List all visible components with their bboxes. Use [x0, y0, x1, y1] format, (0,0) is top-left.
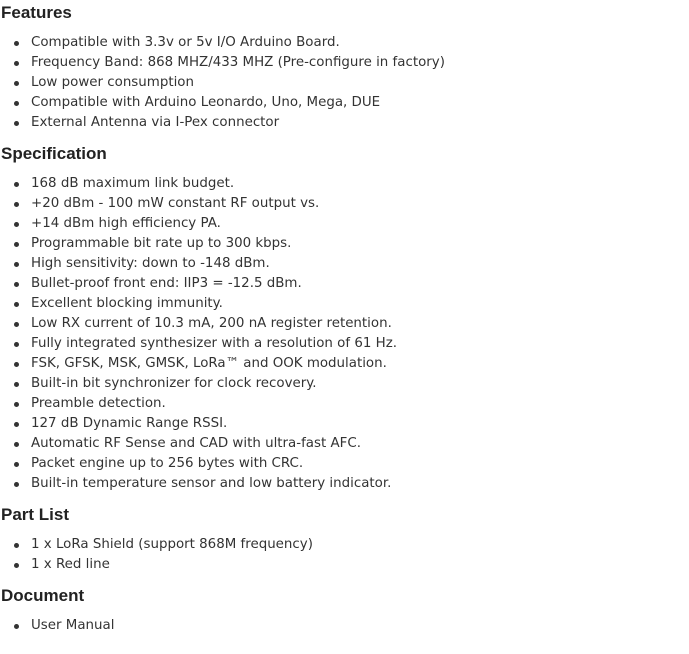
bullet-icon: [14, 182, 19, 187]
document-heading: Document: [1, 586, 85, 605]
list-item-text: External Antenna via I-Pex connector: [31, 115, 280, 130]
list-item: [14, 334, 397, 354]
list-item-text: Built-in bit synchronizer for clock recovery.: [31, 376, 317, 391]
list-item: [14, 474, 397, 494]
bullet-icon: [14, 101, 19, 106]
list-item-text: 1 x LoRa Shield (support 868M frequency): [31, 537, 313, 552]
bullet-icon: [14, 342, 19, 347]
list-item-text: Programmable bit rate up to 300 kbps.: [31, 236, 292, 251]
list-item-text: Compatible with Arduino Leonardo, Uno, Mega, DUE: [31, 95, 381, 110]
bullet-icon: [14, 543, 19, 548]
list-item-text: 168 dB maximum link budget.: [31, 176, 235, 191]
bullet-icon: [14, 262, 19, 267]
list-item-text: 1 x Red line: [31, 557, 110, 572]
bullet-icon: [14, 382, 19, 387]
bullet-icon: [14, 422, 19, 427]
list-item: [14, 73, 445, 93]
bullet-icon: [14, 222, 19, 227]
list-item: [14, 354, 397, 374]
list-item-text: Packet engine up to 256 bytes with CRC.: [31, 456, 304, 471]
bullet-icon: [14, 624, 19, 629]
bullet-icon: [14, 462, 19, 467]
bullet-icon: [14, 362, 19, 367]
user-manual-link[interactable]: User Manual: [31, 618, 115, 633]
list-item: [14, 454, 397, 474]
list-item: [14, 113, 445, 133]
specification-list: [14, 174, 397, 494]
list-item: [14, 214, 397, 234]
list-item-text: Fully integrated synthesizer with a resolution of 61 Hz.: [31, 336, 397, 351]
bullet-icon: [14, 563, 19, 568]
list-item-text: FSK, GFSK, MSK, GMSK, LoRa™ and OOK modulation.: [31, 356, 387, 371]
part-list: [14, 535, 313, 575]
list-item-text: Bullet-proof front end: IIP3 = -12.5 dBm.: [31, 276, 302, 291]
bullet-icon: [14, 302, 19, 307]
list-item: [14, 616, 114, 636]
list-item: [14, 374, 397, 394]
list-item: [14, 394, 397, 414]
bullet-icon: [14, 202, 19, 207]
list-item: [14, 555, 313, 575]
bullet-icon: [14, 242, 19, 247]
list-item: [14, 535, 313, 555]
list-item-text: Compatible with 3.3v or 5v I/O Arduino Board.: [31, 35, 340, 50]
features-heading: Features: [1, 3, 72, 22]
list-item: [14, 93, 445, 113]
list-item-text: Low RX current of 10.3 mA, 200 nA register retention.: [31, 316, 392, 331]
list-item-text: Excellent blocking immunity.: [31, 296, 223, 311]
bullet-icon: [14, 482, 19, 487]
document-list: [14, 616, 114, 636]
list-item: [14, 414, 397, 434]
list-item: [14, 234, 397, 254]
features-list: [14, 33, 445, 133]
bullet-icon: [14, 442, 19, 447]
list-item-text: Preamble detection.: [31, 396, 166, 411]
list-item-text: Automatic RF Sense and CAD with ultra-fast AFC.: [31, 436, 361, 451]
list-item: [14, 53, 445, 73]
list-item: [14, 274, 397, 294]
specification-heading: Specification: [1, 144, 107, 163]
list-item-text: +20 dBm - 100 mW constant RF output vs.: [31, 196, 320, 211]
bullet-icon: [14, 282, 19, 287]
bullet-icon: [14, 322, 19, 327]
list-item: [14, 254, 397, 274]
bullet-icon: [14, 121, 19, 126]
bullet-icon: [14, 61, 19, 66]
list-item-text: Frequency Band: 868 MHZ/433 MHZ (Pre-configure in factory): [31, 55, 445, 70]
list-item-text: 127 dB Dynamic Range RSSI.: [31, 416, 228, 431]
list-item: [14, 314, 397, 334]
bullet-icon: [14, 402, 19, 407]
list-item: [14, 194, 397, 214]
list-item-text: +14 dBm high efficiency PA.: [31, 216, 221, 231]
part-list-heading: Part List: [1, 505, 70, 524]
list-item-text: High sensitivity: down to -148 dBm.: [31, 256, 270, 271]
list-item: [14, 294, 397, 314]
list-item-text: Built-in temperature sensor and low battery indicator.: [31, 476, 392, 491]
bullet-icon: [14, 81, 19, 86]
list-item: [14, 174, 397, 194]
list-item: [14, 434, 397, 454]
bullet-icon: [14, 41, 19, 46]
list-item-text: Low power consumption: [31, 75, 194, 90]
list-item: [14, 33, 445, 53]
